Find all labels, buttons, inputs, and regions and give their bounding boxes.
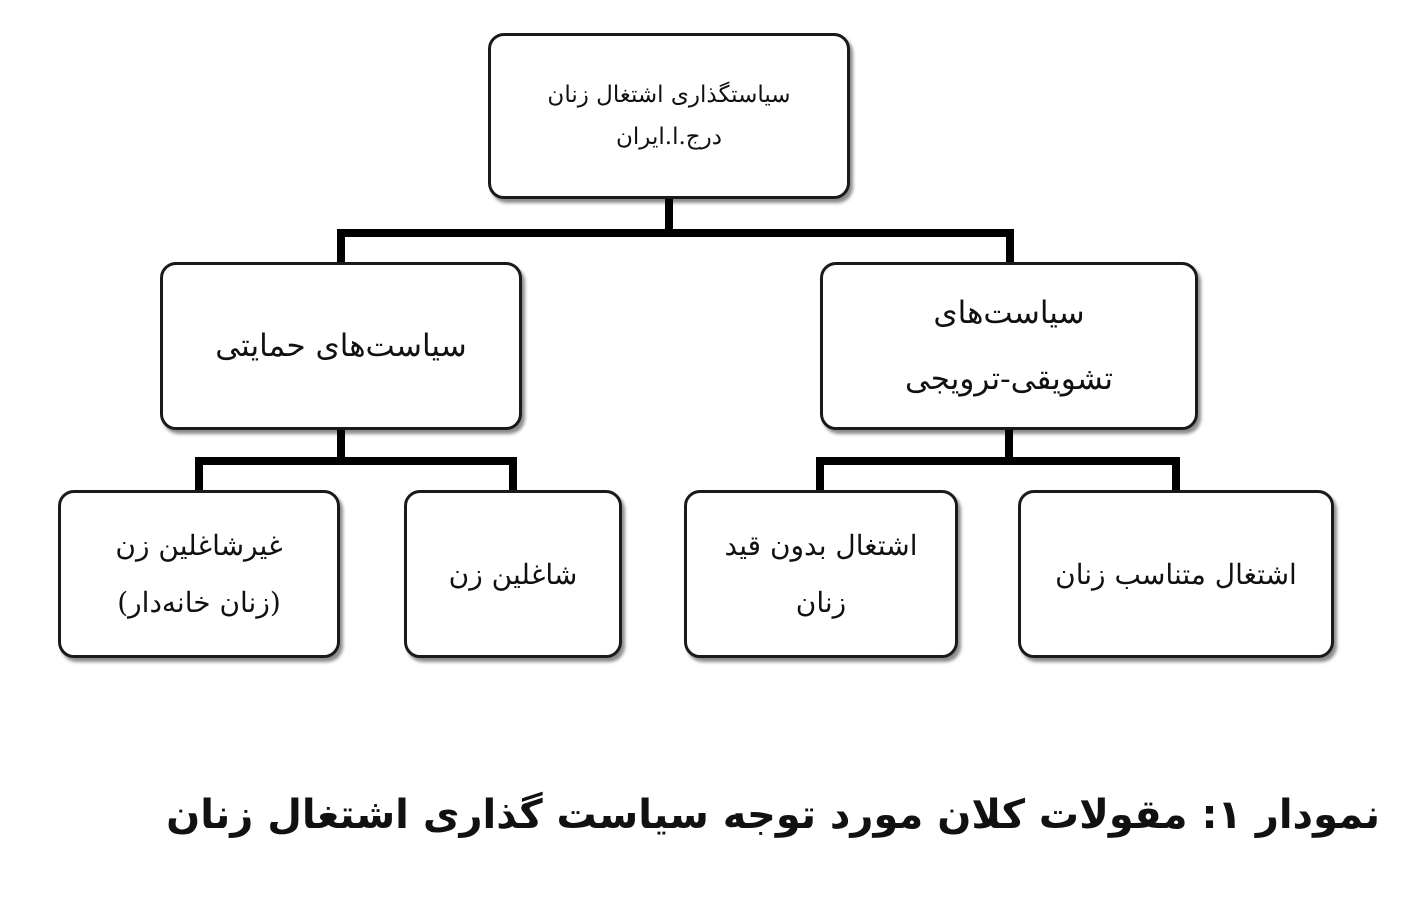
leaf-unrestricted-employment bbox=[684, 490, 958, 658]
leaf-unrestricted-line-1: اشتغال بدون قید bbox=[724, 529, 918, 562]
branch-encouraging-policies bbox=[820, 262, 1198, 430]
leaf-suitable-employment bbox=[1018, 490, 1334, 658]
leaf-employed-women bbox=[404, 490, 622, 658]
leaf-unrestricted-line-2: زنان bbox=[795, 586, 847, 619]
leaf-unemployed-line-1: غیرشاغلین زن bbox=[115, 529, 283, 562]
leaf-unemployed-women bbox=[58, 490, 340, 658]
leaf-suitable-employment-label: اشتغال متناسب زنان bbox=[1055, 557, 1297, 591]
root-node bbox=[488, 33, 850, 199]
root-node-line-2: درج.ا.ایران bbox=[616, 124, 722, 150]
branch-encouraging-line-2: تشویقی-ترویجی bbox=[904, 361, 1114, 397]
branch-supportive-policies bbox=[160, 262, 522, 430]
figure-caption: نمودار ۱: مقولات کلان مورد توجه سیاست گذاری اشتغال زنان bbox=[166, 792, 1380, 838]
leaf-unemployed-line-2: (زنان خانه‌دار) bbox=[117, 586, 281, 619]
root-node-line-1: سیاستگذاری اشتغال زنان bbox=[547, 82, 791, 108]
branch-encouraging-line-1: سیاست‌های bbox=[933, 295, 1085, 331]
branch-supportive-label: سیاست‌های حمایتی bbox=[215, 328, 467, 364]
leaf-employed-women-label: شاغلین زن bbox=[448, 557, 578, 591]
